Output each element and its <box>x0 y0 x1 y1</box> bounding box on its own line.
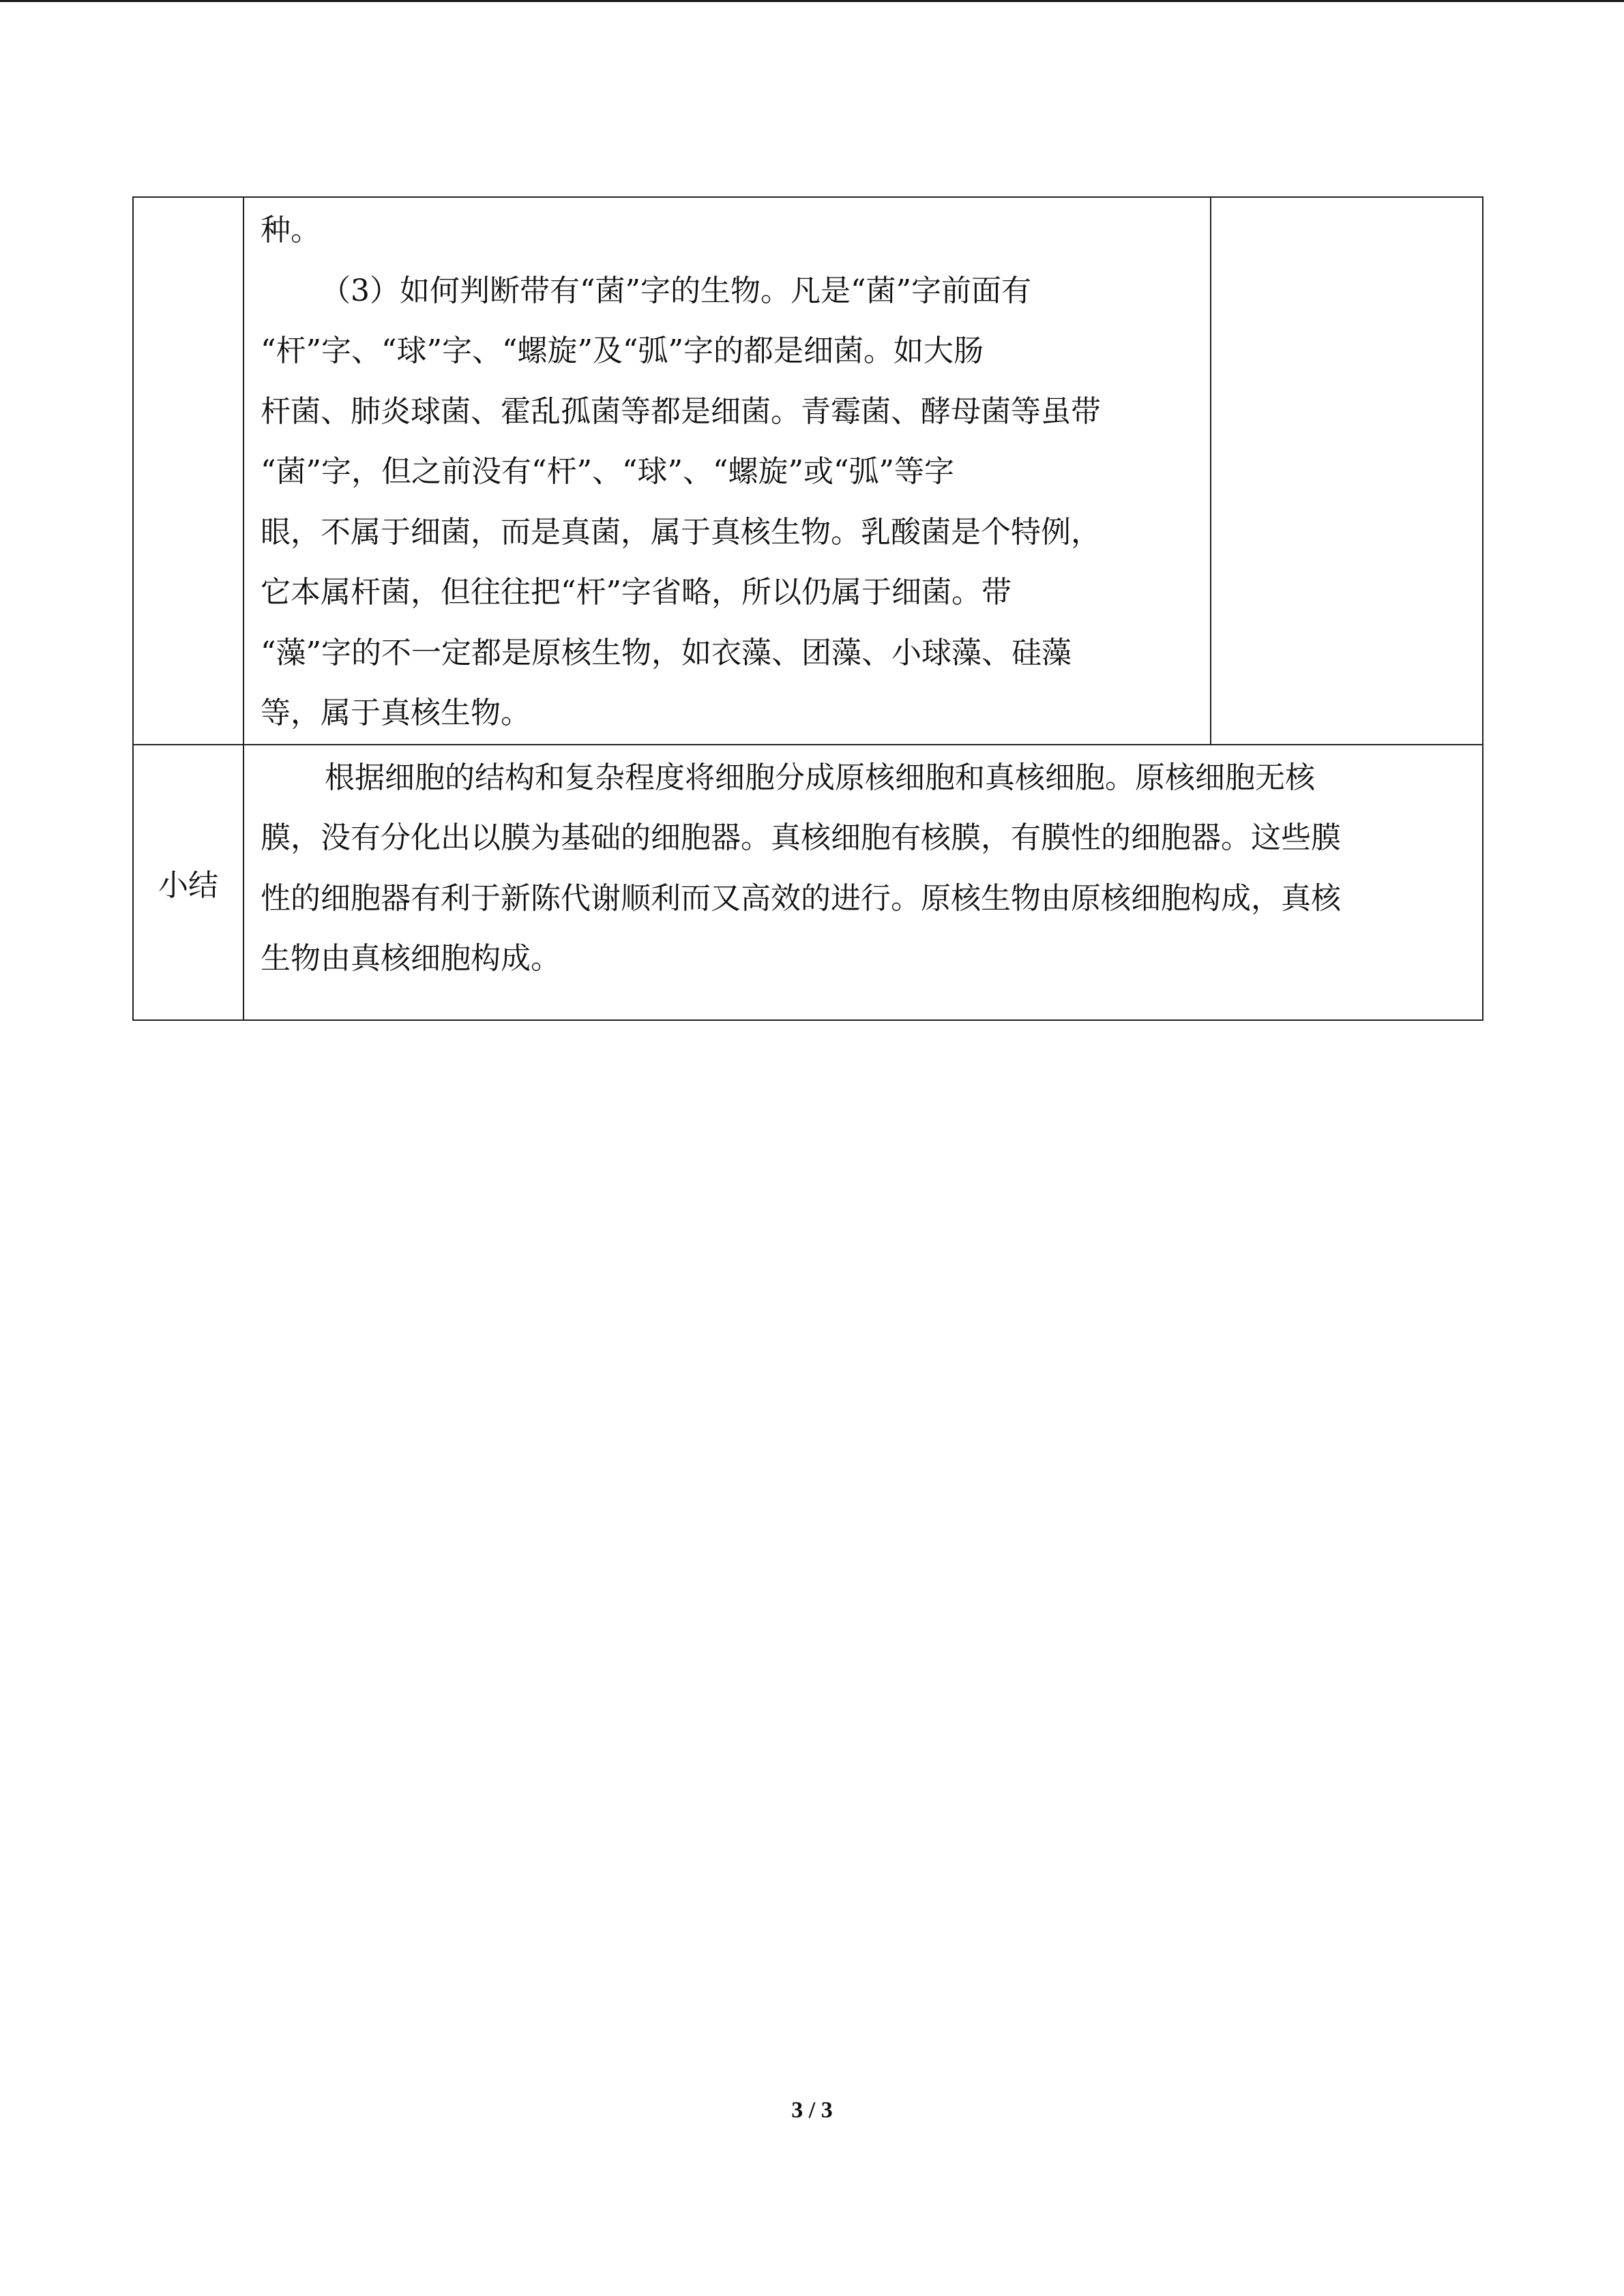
explanation-cell <box>243 197 1211 745</box>
text-line: “菌”字，但之前没有“杆”、“球”、“螺旋”或“弧”等字 <box>261 454 954 489</box>
table-row-summary <box>133 745 1483 1020</box>
text-line: （3）如何判断带有“菌”字的生物。凡是“菌”字前面有 <box>321 273 1031 308</box>
text-line: 杆菌、肺炎球菌、霍乱孤菌等都是细菌。青霉菌、酵母菌等虽带 <box>261 393 1101 429</box>
summary-label: 小结 <box>133 745 243 1020</box>
table-row-explanation <box>133 197 1483 745</box>
summary-cell <box>243 745 1483 1020</box>
text-line: “藻”字的不一定都是原核生物，如衣藻、团藻、小球藻、硅藻 <box>261 635 1072 670</box>
page-number: 3 / 3 <box>791 2098 833 2123</box>
text-line: 生物由真核细胞构成。 <box>261 941 561 976</box>
text-line: 膜，没有分化出以膜为基础的细胞器。真核细胞有核膜，有膜性的细胞器。这些膜 <box>261 820 1341 855</box>
text-line: 根据细胞的结构和复杂程度将细胞分成原核细胞和真核细胞。原核细胞无核 <box>325 760 1315 795</box>
text-line: 性的细胞器有利于新陈代谢顺利而又高效的进行。原核生物由原核细胞构成，真核 <box>261 880 1341 916</box>
text-line: 等，属于真核生物。 <box>261 696 531 730</box>
text-line: 它本属杆菌，但往往把“杆”字省略，所以仍属于细菌。带 <box>261 575 1012 610</box>
notes-cell-empty <box>1211 197 1483 745</box>
content-table <box>132 196 1483 1021</box>
label-cell-empty <box>133 197 243 745</box>
text-line: “杆”字、“球”字、“螺旋”及“弧”字的都是细菌。如大肠 <box>261 333 984 368</box>
text-line: 种。 <box>261 213 321 248</box>
page-top-border <box>0 0 1624 2</box>
text-line: 眼，不属于细菌，而是真菌，属于真核生物。乳酸菌是个特例， <box>261 514 1101 550</box>
